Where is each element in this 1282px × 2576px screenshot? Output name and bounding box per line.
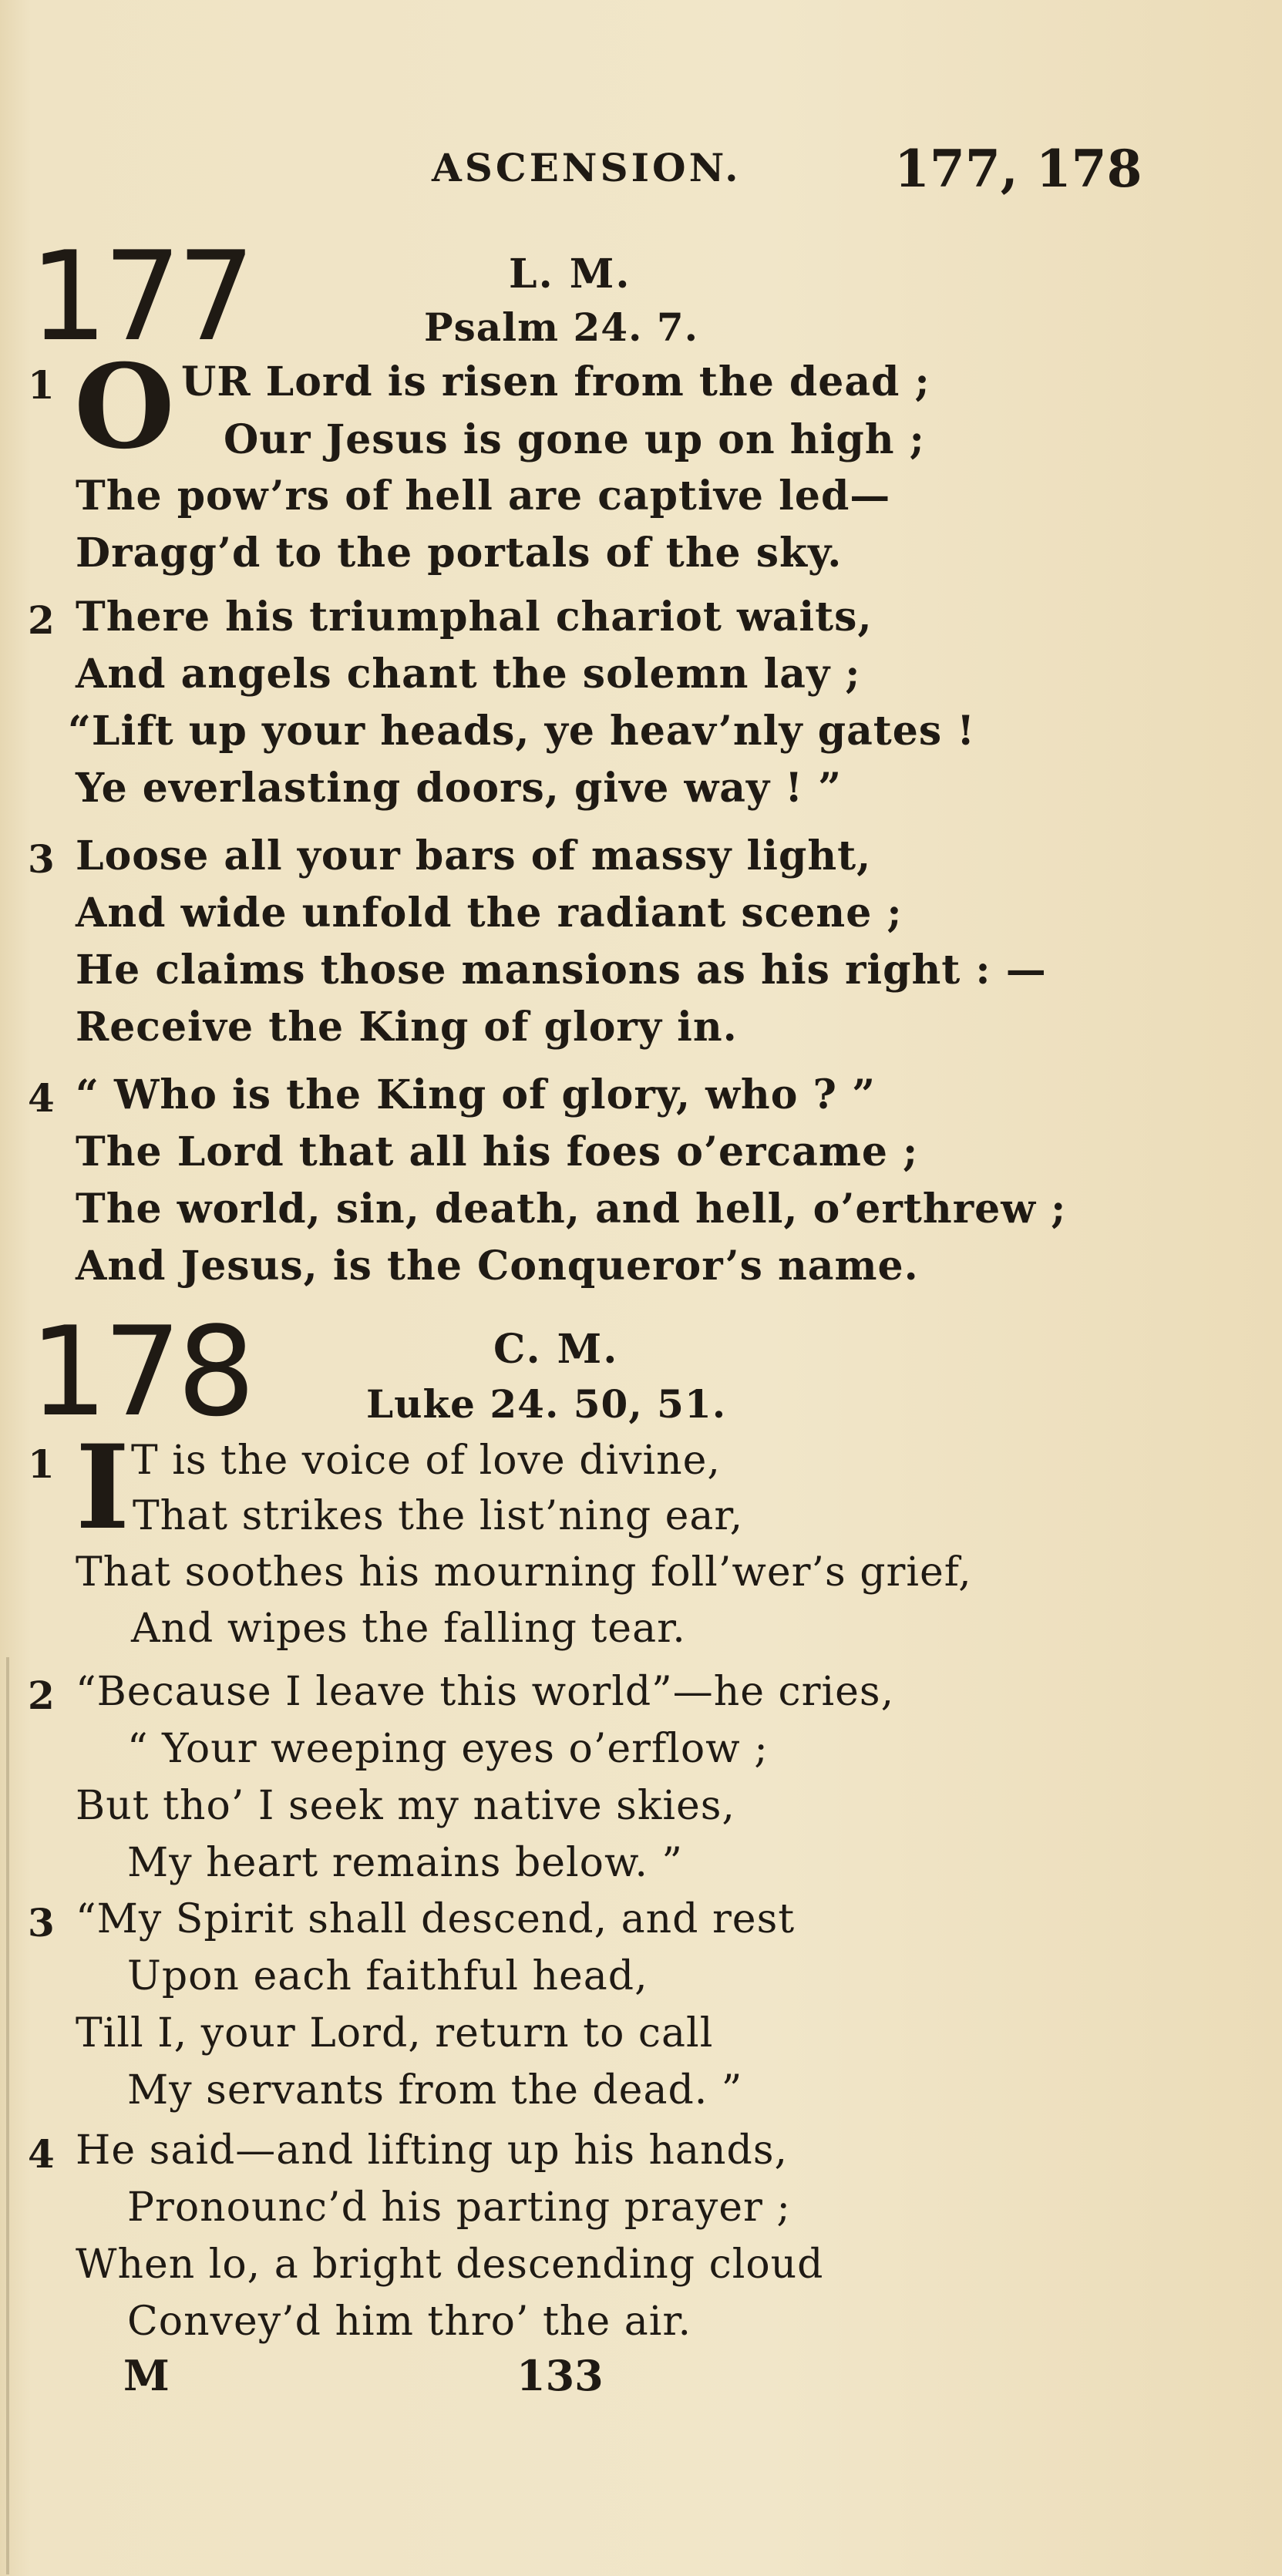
verse-line: When lo, a bright descending cloud [76,2241,824,2288]
verse-line: The pow’rs of hell are captive led— [76,472,891,520]
drop-cap: O [74,339,175,475]
verse-line: Loose all your bars of massy light, [76,832,872,879]
hymn-scripture: Luke 24. 50, 51. [366,1381,727,1427]
verse-number: 4 [28,2131,55,2177]
verse-number: 2 [28,1673,55,1718]
verse-number: 4 [28,1075,55,1121]
verse-line: And wide unfold the radiant scene ; [76,889,903,937]
verse-line: That strikes the list’ning ear, [133,1493,744,1539]
verse-line: Till I, your Lord, return to call [76,2010,714,2056]
verse-line: Receive the King of glory in. [76,1004,738,1051]
verse-line: Pronounc’d his parting prayer ; [127,2184,791,2231]
verse-line: Dragg’d to the portals of the sky. [76,530,843,577]
verse-line: The Lord that all his foes o’ercame ; [76,1128,919,1175]
verse-line: “Lift up your heads, ye heav’nly gates ! [68,708,976,755]
verse-line: And angels chant the solemn lay ; [76,651,861,698]
verse-line: And Jesus, is the Conqueror’s name. [76,1243,919,1290]
running-title: ASCENSION. [432,145,742,190]
verse-line: Our Jesus is gone up on high ; [224,416,925,463]
hymn-meter: C. M. [493,1326,619,1373]
signature-mark: M [123,2351,170,2400]
verse-line: “ Who is the King of glory, who ? ” [76,1071,877,1118]
hymn-scripture: Psalm 24. 7. [424,304,699,350]
verse-line: The world, sin, death, and hell, o’erthrew ; [76,1185,1067,1233]
page-edge-shadow [6,1657,9,2574]
verse-number: 1 [28,362,55,408]
drop-cap: I [76,1420,130,1555]
hymn-number: 177 [29,224,251,368]
hymn-meter: L. M. [509,251,631,298]
verse-line: Ye everlasting doors, give way ! ” [76,765,843,812]
hymn-range: 177, 178 [894,139,1142,199]
verse-line: “My Spirit shall descend, and rest [76,1896,796,1942]
verse-line: But tho’ I seek my native skies, [76,1783,735,1829]
verse-line: “ Your weeping eyes o’erflow ; [127,1726,769,1772]
verse-line: Upon each faithful head, [127,1953,648,1999]
verse-number: 3 [28,836,55,882]
verse-line: That soothes his mourning foll’wer’s grief, [76,1549,972,1596]
page-footer [0,2351,1282,2413]
verse-number: 3 [28,1900,55,1945]
verse-line: “Because I leave this world”—he cries, [76,1669,895,1715]
verse-line: My servants from the dead. ” [127,2067,743,2114]
page-number: 133 [517,2351,604,2400]
verse-line: UR Lord is risen from the dead ; [181,358,930,405]
verse-number: 2 [28,597,55,643]
verse-line: He said—and lifting up his hands, [76,2127,789,2174]
verse-line: There his triumphal chariot waits, [76,594,873,641]
hymn-number: 178 [29,1300,251,1444]
verse-line: My heart remains below. ” [127,1840,683,1886]
verse-line: He claims those mansions as his right : — [76,947,1047,994]
verse-number: 1 [28,1441,55,1487]
verse-line: T is the voice of love divine, [131,1438,721,1484]
verse-line: Convey’d him thro’ the air. [127,2299,692,2345]
verse-line: And wipes the falling tear. [131,1606,686,1652]
running-header [0,139,1282,200]
